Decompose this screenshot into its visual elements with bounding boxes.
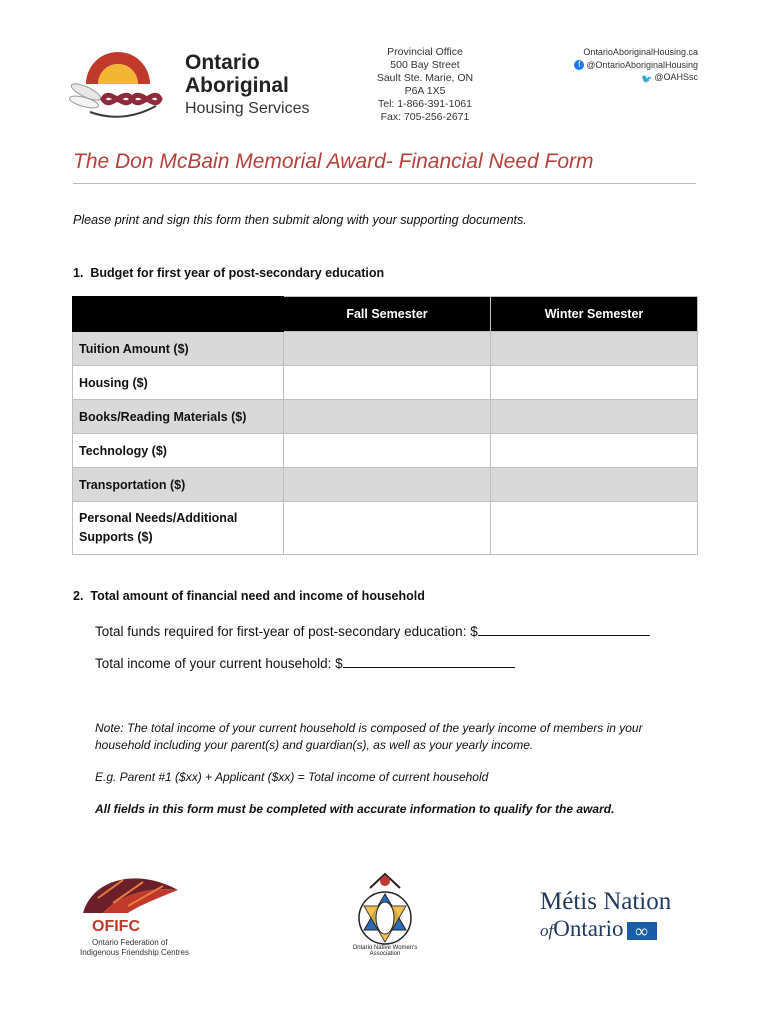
contact-block — [560, 46, 698, 84]
books-fall-input[interactable] — [284, 400, 491, 434]
facebook-icon: f — [574, 60, 584, 70]
office-title: Provincial Office — [387, 46, 463, 58]
transportation-fall-input[interactable] — [284, 468, 491, 502]
table-row — [73, 434, 698, 468]
facebook-handle[interactable]: @OntarioAboriginalHousing — [586, 59, 698, 70]
mno-line-1: Métis Nation — [540, 888, 672, 915]
ofifc-name: OFIFC — [92, 918, 140, 935]
tuition-fall-input[interactable] — [284, 332, 491, 366]
title-divider — [73, 183, 696, 184]
books-winter-input[interactable] — [491, 400, 698, 434]
table-header-fall: Fall Semester — [284, 297, 491, 332]
office-address — [375, 46, 475, 124]
table-row — [73, 502, 698, 555]
oahs-logo — [68, 44, 178, 124]
table-header-blank — [73, 297, 284, 332]
total-funds-row — [95, 622, 650, 639]
total-funds-label: Total funds required for first-year of post-secondary education: $ — [95, 624, 478, 639]
total-income-row — [95, 654, 515, 671]
infinity-icon: ∞ — [627, 922, 657, 940]
office-fax: Fax: 705-256-2671 — [380, 111, 470, 123]
personal-needs-winter-input[interactable] — [491, 502, 698, 555]
table-header-row — [73, 297, 698, 332]
tuition-winter-input[interactable] — [491, 332, 698, 366]
twitter-icon: 🐦 — [641, 74, 653, 85]
table-row — [73, 332, 698, 366]
transportation-winter-input[interactable] — [491, 468, 698, 502]
mno-of: of — [540, 921, 554, 940]
ofifc-emblem — [78, 868, 188, 918]
total-income-label: Total income of your current household: $ — [95, 656, 343, 671]
section-2-heading: 2. Total amount of financial need and income of household — [73, 589, 425, 603]
section-1-heading: 1. Budget for first year of post-secondary education — [73, 266, 385, 280]
income-note: Note: The total income of your current household is composed of the yearly income of members in your household including your parent(s) and guardian(s), as well as your yearly income. — [95, 721, 643, 752]
row-label-books: Books/Reading Materials ($) — [73, 400, 284, 434]
org-name-line2: Aboriginal — [185, 74, 289, 97]
row-label-tuition: Tuition Amount ($) — [73, 332, 284, 366]
table-row — [73, 366, 698, 400]
housing-fall-input[interactable] — [284, 366, 491, 400]
website-link[interactable]: OntarioAboriginalHousing.ca — [583, 47, 698, 57]
total-funds-field[interactable] — [478, 622, 650, 636]
onwa-text: Ontario Native Women's Association — [352, 945, 418, 957]
twitter-handle[interactable]: @OAHSsc — [654, 72, 698, 82]
org-name-line3: Housing Services — [185, 100, 310, 117]
technology-winter-input[interactable] — [491, 434, 698, 468]
budget-table — [72, 296, 698, 555]
form-title: The Don McBain Memorial Award- Financial Need Form — [73, 150, 594, 173]
instructions: Please print and sign this form then submit along with your supporting documents. — [73, 213, 527, 227]
row-label-technology: Technology ($) — [73, 434, 284, 468]
housing-winter-input[interactable] — [491, 366, 698, 400]
table-row — [73, 468, 698, 502]
office-tel: Tel: 1-866-391-1061 — [378, 98, 472, 110]
ofifc-logo — [78, 868, 188, 923]
total-income-field[interactable] — [343, 654, 515, 668]
technology-fall-input[interactable] — [284, 434, 491, 468]
personal-needs-fall-input[interactable] — [284, 502, 491, 555]
row-label-housing: Housing ($) — [73, 366, 284, 400]
ofifc-sub-2: Indigenous Friendship Centres — [80, 948, 189, 957]
mno-line-2: Ontario — [553, 916, 624, 941]
table-row — [73, 400, 698, 434]
office-postal: P6A 1X5 — [404, 85, 446, 97]
org-name-line1: Ontario — [185, 51, 260, 74]
row-label-personal-needs: Personal Needs/Additional Supports ($) — [73, 502, 284, 555]
ofifc-sub-1: Ontario Federation of — [92, 938, 168, 947]
mno-logo — [540, 888, 671, 944]
income-example: E.g. Parent #1 ($xx) + Applicant ($xx) = Total income of current household — [95, 770, 489, 784]
office-city: Sault Ste. Marie, ON — [376, 72, 474, 84]
table-header-winter: Winter Semester — [491, 297, 698, 332]
office-street: 500 Bay Street — [390, 59, 460, 71]
requirement-note: All fields in this form must be completed with accurate information to qualify for the award. — [95, 802, 615, 816]
row-label-transportation: Transportation ($) — [73, 468, 284, 502]
